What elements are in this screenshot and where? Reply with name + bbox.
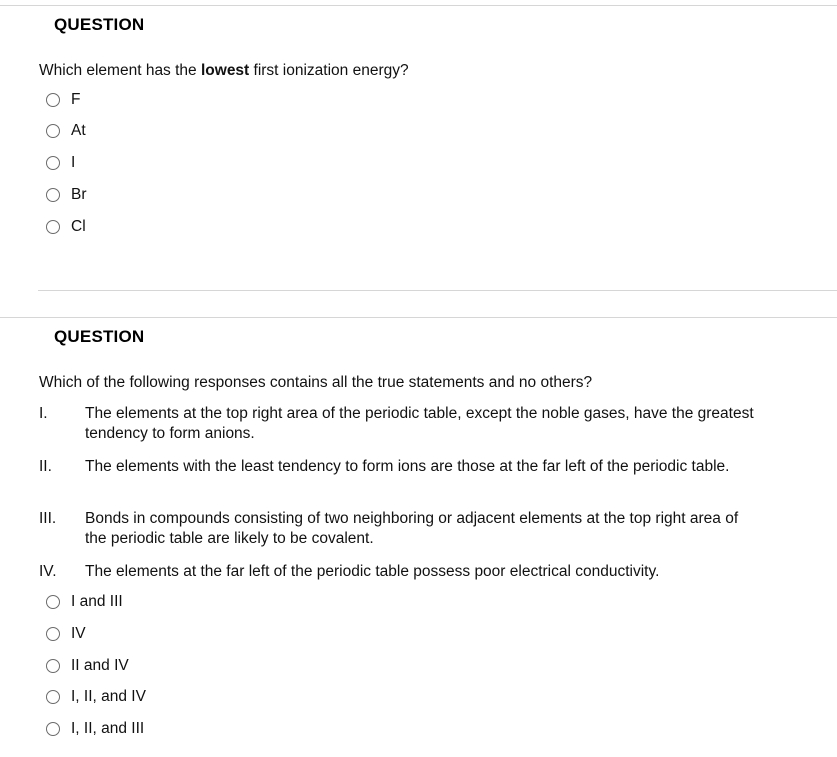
question-1-end-divider <box>38 290 837 291</box>
statement-number: I. <box>39 405 48 422</box>
statement-2 <box>39 457 759 477</box>
option-label: I and III <box>71 593 123 610</box>
question-2-prompt: Which of the following responses contains all the true statements and no others? <box>39 374 593 391</box>
question-1-heading: QUESTION <box>54 15 145 34</box>
statement-number: IV. <box>39 563 57 580</box>
option-label: IV <box>71 625 86 642</box>
statement-text: Bonds in compounds consisting of two neighboring or adjacent elements at the top right area of the periodic table are likely to be covalent. <box>85 510 739 547</box>
radio-button[interactable] <box>46 220 60 234</box>
radio-button[interactable] <box>46 690 60 704</box>
radio-button[interactable] <box>46 659 60 673</box>
top-divider <box>0 5 837 6</box>
question-2-heading: QUESTION <box>54 327 145 346</box>
option-label: F <box>71 91 81 108</box>
option-label: II and IV <box>71 657 129 674</box>
q2-option-3[interactable] <box>45 656 129 676</box>
radio-button[interactable] <box>46 124 60 138</box>
prompt-part: first ionization energy? <box>249 62 409 79</box>
q1-option-cl[interactable] <box>45 217 86 237</box>
radio-button[interactable] <box>46 188 60 202</box>
statement-4 <box>39 562 759 582</box>
radio-button[interactable] <box>46 93 60 107</box>
statement-3 <box>39 509 759 549</box>
option-label: Cl <box>71 218 86 235</box>
q2-option-1[interactable] <box>45 592 123 612</box>
q2-option-4[interactable] <box>45 687 146 707</box>
prompt-part: Which element has the <box>39 62 201 79</box>
statement-number: III. <box>39 510 57 527</box>
radio-button[interactable] <box>46 156 60 170</box>
statement-number: II. <box>39 458 52 475</box>
prompt-emphasis: lowest <box>200 62 250 79</box>
statement-text: The elements with the least tendency to form ions are those at the far left of the periodic table. <box>85 458 730 475</box>
q1-option-f[interactable] <box>45 90 80 110</box>
q1-option-at[interactable] <box>45 121 86 141</box>
section-divider <box>0 317 837 318</box>
q1-option-i[interactable] <box>45 153 75 173</box>
radio-button[interactable] <box>46 722 60 736</box>
statement-text: The elements at the top right area of the periodic table, except the noble gases, have the greatest tendency to form anions. <box>85 405 754 442</box>
statement-text: The elements at the far left of the periodic table possess poor electrical conductivity. <box>85 563 660 580</box>
question-1-prompt <box>39 62 409 80</box>
radio-button[interactable] <box>46 627 60 641</box>
option-label: Br <box>71 186 87 203</box>
q2-option-2[interactable] <box>45 624 86 644</box>
option-label: At <box>71 122 86 139</box>
option-label: I <box>71 154 76 171</box>
statement-1 <box>39 404 759 444</box>
q2-option-5[interactable] <box>45 719 144 739</box>
q1-option-br[interactable] <box>45 185 87 205</box>
option-label: I, II, and III <box>71 720 145 737</box>
radio-button[interactable] <box>46 595 60 609</box>
option-label: I, II, and IV <box>71 688 146 705</box>
